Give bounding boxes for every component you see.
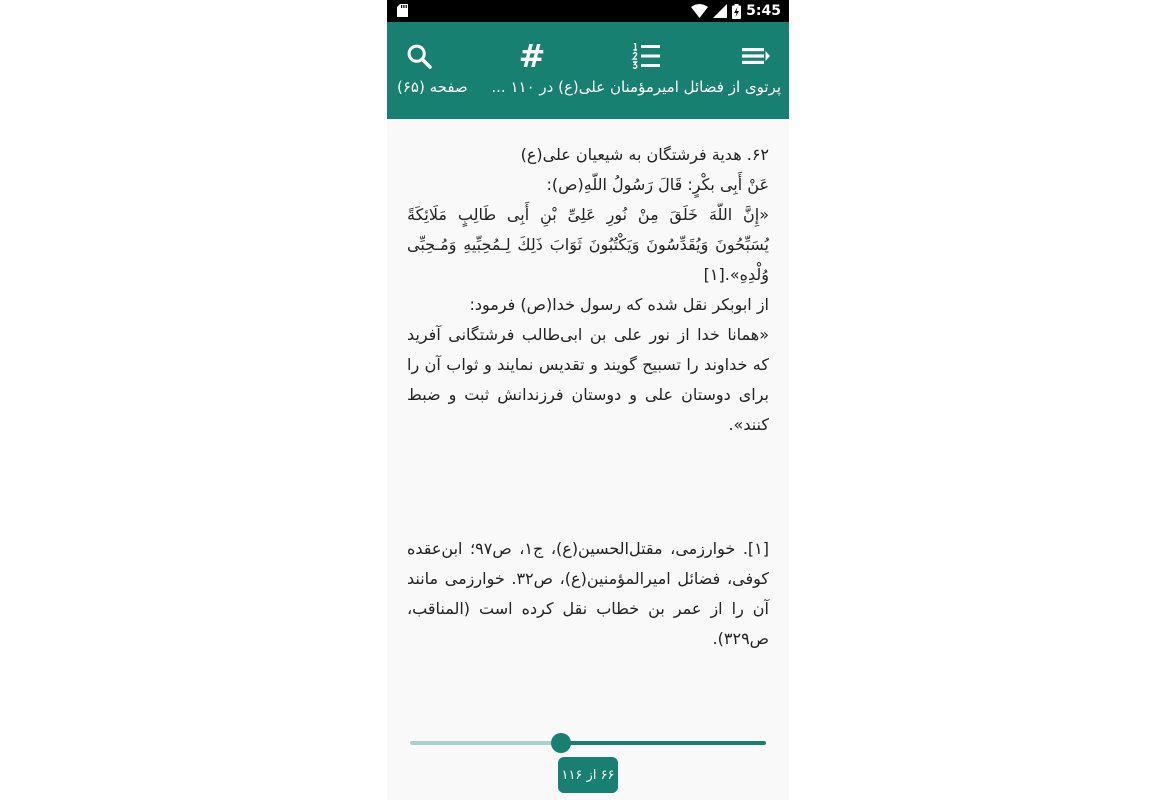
search-button[interactable] (402, 39, 436, 73)
toc-button[interactable] (629, 39, 663, 73)
app-toolbar (387, 22, 789, 119)
footnote-1: [۱]. خوارزمی، مقتل‌الحسین(ع)، ج۱، ص۹۷؛ ابن‌عقده کوفی، فضائل امیرالمؤمنین(ع)، ص۳۲. خوارزمی مانند آن را از عمر بن خطاب نقل کرده است (المناقب، ص۳۲۹). (407, 539, 770, 648)
page-content (407, 140, 769, 440)
wifi-icon (691, 4, 708, 18)
status-bar (387, 0, 789, 22)
slider-track-progress[interactable] (562, 741, 766, 745)
page-slider[interactable] (387, 728, 789, 800)
page-indicator: صفحه (۶۵) (397, 78, 468, 96)
footnote-section (407, 534, 769, 654)
sd-card-icon (397, 4, 408, 17)
numbered-list-icon (631, 43, 661, 69)
book-title: پرتوی از فضائل امیرمؤمنان علی(ع) در ۱۱۰ ... (491, 78, 781, 96)
menu-list-icon (742, 46, 770, 66)
app-screen (387, 0, 789, 800)
hash-icon: # (518, 37, 546, 75)
arabic-narration-intro: عَنْ أَبِی بكْرٍ: قَالَ رَسُولُ اللّهِ(ص): (546, 175, 769, 194)
hadith-heading: ۶۲. هدیة فرشتگان به شیعیان علی(ع) (520, 145, 769, 164)
persian-narration-intro: از ابوبکر نقل شده که رسول خدا(ص) فرمود: (469, 295, 769, 314)
arabic-hadith-text: «إِنَّ اللّهَ خَلَقَ مِنْ نُورِ عَلِیِّ بْنِ أَبِی طَالِبٍ مَلَائِكَةً یُسَبِّحُونَ وَیُقَدِّسُونَ وَیَكْتُبُونَ ثَوَابَ ذَلِكَ لِـمُحِبِّیهِ وَمُـحِبِّی وُلْدِهِ».[۱] (407, 205, 769, 284)
battery-charging-icon (732, 4, 741, 19)
slider-track-remaining[interactable] (410, 741, 565, 745)
persian-translation: «همانا خدا از نور علی بن ابی‌طالب فرشتگانی آفرید که خداوند را تسبیح گویند و تقدیس نمایند و ثواب آن را برای دوستان علی و دوستان فرزندانش ثبت و ضبط کنند». (407, 325, 769, 434)
page-count-badge: ۶۶ از ۱۱۶ (558, 757, 618, 793)
search-icon (405, 42, 433, 70)
menu-button[interactable] (739, 39, 773, 73)
slider-thumb[interactable] (551, 733, 571, 753)
status-time: 5:45 (746, 3, 781, 19)
signal-icon (713, 4, 727, 18)
goto-page-button[interactable] (515, 39, 549, 73)
